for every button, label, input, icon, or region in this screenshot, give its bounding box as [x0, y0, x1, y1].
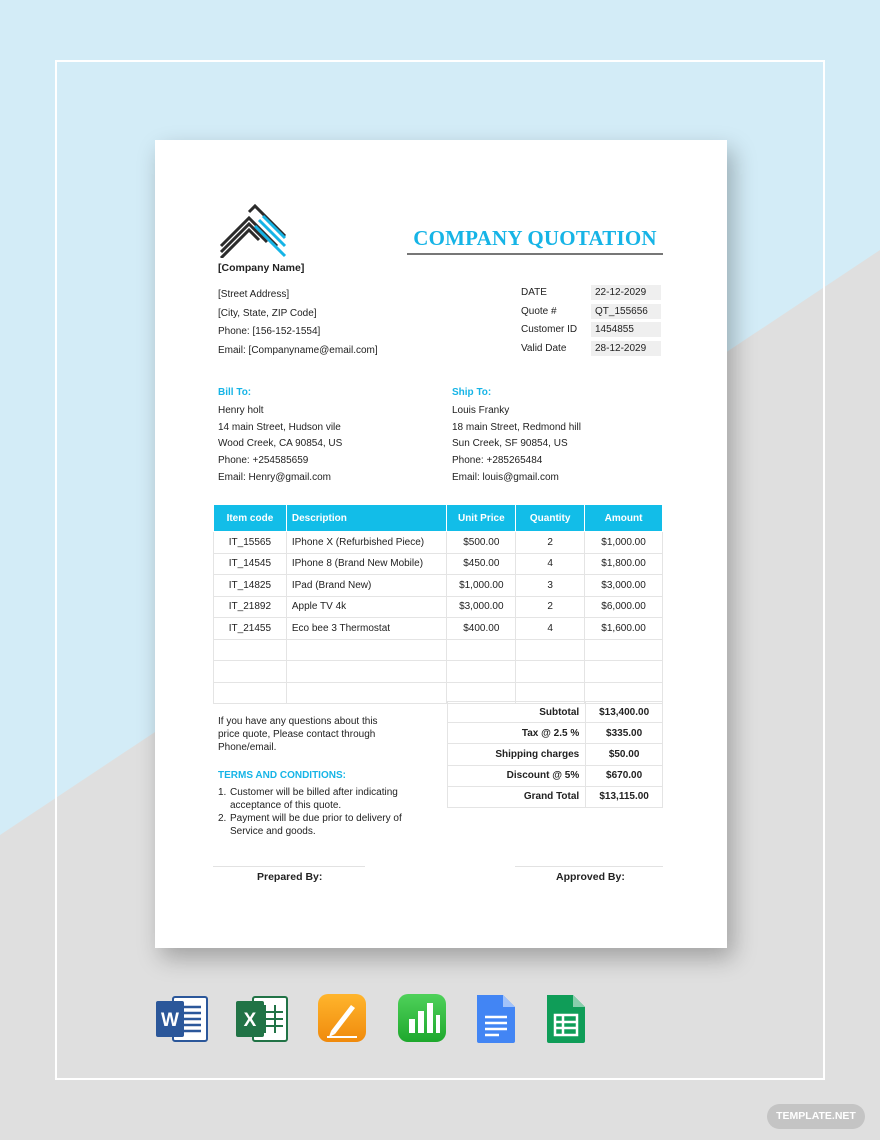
company-city: [City, State, ZIP Code] — [218, 307, 317, 319]
bill-to-line: Email: Henry@gmail.com — [218, 471, 331, 483]
company-logo-icon — [219, 204, 287, 258]
bill-to-line: Phone: +254585659 — [218, 455, 309, 467]
company-address — [218, 286, 378, 360]
meta-label: Customer ID — [521, 324, 578, 336]
table-row — [214, 575, 663, 597]
totals-label: Subtotal — [448, 702, 586, 723]
word-icon[interactable] — [155, 993, 209, 1045]
item-code: IT_21892 — [214, 596, 287, 618]
table-row — [214, 532, 663, 554]
item-code: IT_14545 — [214, 553, 287, 575]
meta-value: 28-12-2029 — [591, 341, 661, 356]
company-street: [Street Address] — [218, 289, 290, 300]
prepared-by-label: Prepared By: — [257, 871, 323, 883]
excel-letter: X — [243, 1010, 257, 1031]
table-row — [214, 618, 663, 640]
terms-text: Customer will be billed after indicating acceptance of this quote. — [230, 787, 398, 811]
meta-row-valid-date — [521, 339, 661, 358]
item-amount: $3,000.00 — [585, 575, 663, 597]
totals-label: Discount @ 5% — [448, 765, 586, 786]
items-table — [213, 504, 663, 704]
approved-by-line — [515, 866, 663, 867]
totals-row-discount — [448, 765, 663, 786]
table-row — [214, 596, 663, 618]
items-header-row — [214, 505, 663, 532]
col-item-code: Item code — [214, 505, 287, 532]
approved-by-label: Approved By: — [556, 871, 625, 883]
bill-to-section — [218, 385, 342, 487]
empty-row — [214, 639, 663, 661]
app-format-icons — [155, 993, 585, 1045]
item-unit-price: $1,000.00 — [447, 575, 516, 597]
meta-row-quote — [521, 302, 661, 321]
terms-text: Payment will be due prior to delivery of Service and goods. — [230, 813, 402, 837]
item-unit-price: $500.00 — [447, 532, 516, 554]
totals-row-tax — [448, 723, 663, 744]
item-amount: $1,000.00 — [585, 532, 663, 554]
meta-label: Quote # — [521, 305, 557, 317]
totals-row-grand-total — [448, 786, 663, 807]
item-code: IT_14825 — [214, 575, 287, 597]
ship-to-line: Sun Creek, SF 90854, US — [452, 438, 568, 450]
meta-value: 1454855 — [591, 322, 661, 337]
totals-value: $50.00 — [586, 744, 663, 765]
word-letter: W — [161, 1010, 179, 1031]
totals-value: $13,400.00 — [586, 702, 663, 723]
bill-to-title: Bill To: — [218, 387, 252, 398]
meta-row-customer-id — [521, 320, 661, 339]
item-amount: $1,800.00 — [585, 553, 663, 575]
totals-value: $670.00 — [586, 765, 663, 786]
template-net-watermark[interactable]: TEMPLATE.NET — [767, 1104, 865, 1129]
item-quantity: 4 — [516, 618, 585, 640]
item-unit-price: $450.00 — [447, 553, 516, 575]
ship-to-line: Phone: +285265484 — [452, 455, 543, 467]
terms-title: TERMS AND CONDITIONS: — [218, 770, 346, 781]
item-code: IT_15565 — [214, 532, 287, 554]
totals-row-subtotal — [448, 702, 663, 723]
meta-row-date — [521, 283, 661, 302]
pages-icon[interactable] — [317, 993, 367, 1043]
questions-note: If you have any questions about this price quote, Please contact through Phone/email. — [218, 716, 378, 753]
ship-to-line: 18 main Street, Redmond hill — [452, 421, 581, 433]
document-title: COMPANY QUOTATION — [407, 226, 663, 255]
totals-label: Shipping charges — [448, 744, 586, 765]
bill-to-line: Henry holt — [218, 404, 264, 416]
company-email: Email: [Companyname@email.com] — [218, 344, 378, 356]
meta-value: 22-12-2029 — [591, 285, 661, 300]
quote-meta — [521, 283, 661, 358]
meta-label: DATE — [521, 286, 547, 298]
item-description: IPhone X (Refurbished Piece) — [286, 532, 447, 554]
excel-icon[interactable] — [235, 993, 289, 1045]
company-phone: Phone: [156-152-1554] — [218, 326, 321, 337]
google-sheets-icon[interactable] — [545, 993, 587, 1045]
item-amount: $1,600.00 — [585, 618, 663, 640]
totals-label: Tax @ 2.5 % — [448, 723, 586, 744]
empty-row — [214, 661, 663, 683]
ship-to-line: Louis Franky — [452, 404, 510, 416]
terms-item — [218, 786, 418, 812]
item-quantity: 3 — [516, 575, 585, 597]
ship-to-section — [452, 385, 581, 487]
company-name: [Company Name] — [218, 262, 305, 274]
item-quantity: 2 — [516, 532, 585, 554]
google-docs-icon[interactable] — [475, 993, 517, 1045]
meta-value: QT_155656 — [591, 304, 661, 319]
col-unit-price: Unit Price — [447, 505, 516, 532]
item-description: IPhone 8 (Brand New Mobile) — [286, 553, 447, 575]
bill-to-line: 14 main Street, Hudson vile — [218, 421, 341, 433]
item-description: Apple TV 4k — [286, 596, 447, 618]
col-quantity: Quantity — [516, 505, 585, 532]
terms-number: 1. — [218, 787, 227, 798]
item-description: IPad (Brand New) — [286, 575, 447, 597]
totals-value: $13,115.00 — [586, 786, 663, 807]
ship-to-line: Email: louis@gmail.com — [452, 471, 559, 483]
item-quantity: 2 — [516, 596, 585, 618]
totals-value: $335.00 — [586, 723, 663, 744]
col-description: Description — [286, 505, 447, 532]
ship-to-title: Ship To: — [452, 387, 492, 398]
terms-item — [218, 812, 418, 838]
bill-to-line: Wood Creek, CA 90854, US — [218, 438, 343, 450]
terms-number: 2. — [218, 813, 227, 824]
prepared-by-line — [213, 866, 365, 867]
table-row — [214, 553, 663, 575]
item-quantity: 4 — [516, 553, 585, 575]
totals-table — [447, 701, 663, 808]
totals-label: Grand Total — [448, 786, 586, 807]
numbers-icon[interactable] — [397, 993, 447, 1043]
quotation-document — [155, 140, 727, 948]
item-description: Eco bee 3 Thermostat — [286, 618, 447, 640]
totals-row-shipping — [448, 744, 663, 765]
meta-label: Valid Date — [521, 342, 567, 354]
item-amount: $6,000.00 — [585, 596, 663, 618]
terms-list — [218, 786, 418, 838]
col-amount: Amount — [585, 505, 663, 532]
item-code: IT_21455 — [214, 618, 287, 640]
item-unit-price: $400.00 — [447, 618, 516, 640]
item-unit-price: $3,000.00 — [447, 596, 516, 618]
